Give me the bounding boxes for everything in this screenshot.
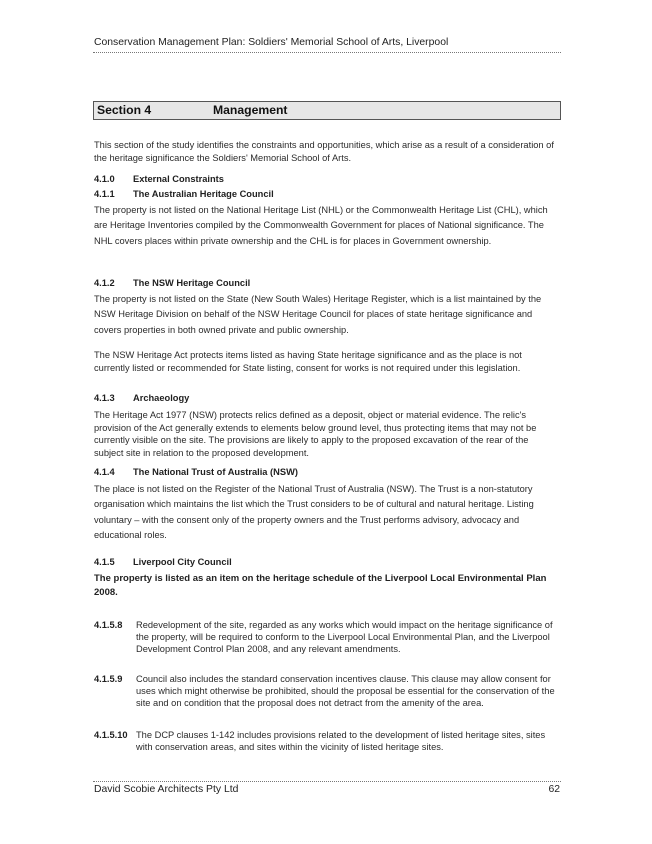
paragraph-4-1-3: The Heritage Act 1977 (NSW) protects relics defined as a deposit, object or material evidence. The relic's provision of the Act generally extends to elements below ground level, thus protecting items that may not be currently visible on the site. The provisions are likely to apply to the proposed excavation of the rear of the subject site in relation to the proposed development. xyxy=(94,410,537,458)
page-number: 62 xyxy=(548,784,560,795)
section-title: Management xyxy=(213,103,288,117)
heading-4-1-0: 4.1.0 External Constraints xyxy=(94,174,224,184)
paragraph-4-1-4: The place is not listed on the Register of the National Trust of Australia (NSW). The Trust is a non-statutory organisation which maintains the list which the Trust considers to be of cultural and natural heritage. Listing voluntary – with the consent only of the property owners and the Trust performs advisory, advocacy and educational roles. xyxy=(94,484,534,541)
section-number: Section 4 xyxy=(97,103,152,117)
section-banner xyxy=(93,101,561,120)
header-divider xyxy=(93,52,561,53)
footer-firm: David Scobie Architects Pty Ltd xyxy=(94,784,239,795)
paragraph-4-1-2-a: The property is not listed on the State (New South Wales) Heritage Register, which is a list maintained by the NSW Heritage Division on behalf of the NSW Heritage Council for places of state heritage significance and covers properties in both owned private and public ownership. xyxy=(94,294,542,335)
heading-4-1-3: 4.1.3 Archaeology xyxy=(94,393,190,403)
clause-4-1-5-8: 4.1.5.8 Redevelopment of the site, regarded as any works which would impact on the heritage significance of the property, will be required to conform to the Liverpool Local Environmental Plan, and the Liverpool Development Control Plan 2008, and any relevant amendments. xyxy=(94,620,553,655)
paragraph-4-1-5: The property is listed as an item on the heritage schedule of the Liverpool Local Environmental Plan 2008. xyxy=(94,573,547,598)
heading-4-1-1: 4.1.1 The Australian Heritage Council xyxy=(94,189,274,199)
heading-4-1-5: 4.1.5 Liverpool City Council xyxy=(94,557,232,567)
running-header: Conservation Management Plan: Soldiers' Memorial School of Arts, Liverpool xyxy=(94,37,449,48)
paragraph-4-1-1: The property is not listed on the National Heritage List (NHL) or the Commonwealth Heritage List (CHL), which are Heritage Inventories compiled by the Commonwealth Government for places of National significance. The NHL covers places within private ownership and the CHL is for places in Government ownership. xyxy=(94,205,548,246)
clause-4-1-5-9: 4.1.5.9 Council also includes the standard conservation incentives clause. This clause may allow consent for uses which might otherwise be prohibited, should the proposal be essential for the conservation of the site and on condition that the proposal does not detract from the amenity of the area. xyxy=(94,674,555,709)
clause-4-1-5-10: 4.1.5.10 The DCP clauses 1-142 includes provisions related to the development of listed heritage sites, sites with conservation areas, and sites within the vicinity of listed heritage sites. xyxy=(94,730,546,753)
heading-4-1-4: 4.1.4 The National Trust of Australia (NSW) xyxy=(94,467,298,477)
intro-paragraph: This section of the study identifies the constraints and opportunities, which arise as a result of a consideration of the heritage significance the Soldiers' Memorial School of Arts. xyxy=(94,140,554,164)
footer-divider xyxy=(93,781,561,782)
heading-4-1-2: 4.1.2 The NSW Heritage Council xyxy=(94,278,251,288)
paragraph-4-1-2-b: The NSW Heritage Act protects items listed as having State heritage significance and as the place is not currently listed or recommended for State listing, consent for works is not required under this legislation. xyxy=(94,350,522,373)
